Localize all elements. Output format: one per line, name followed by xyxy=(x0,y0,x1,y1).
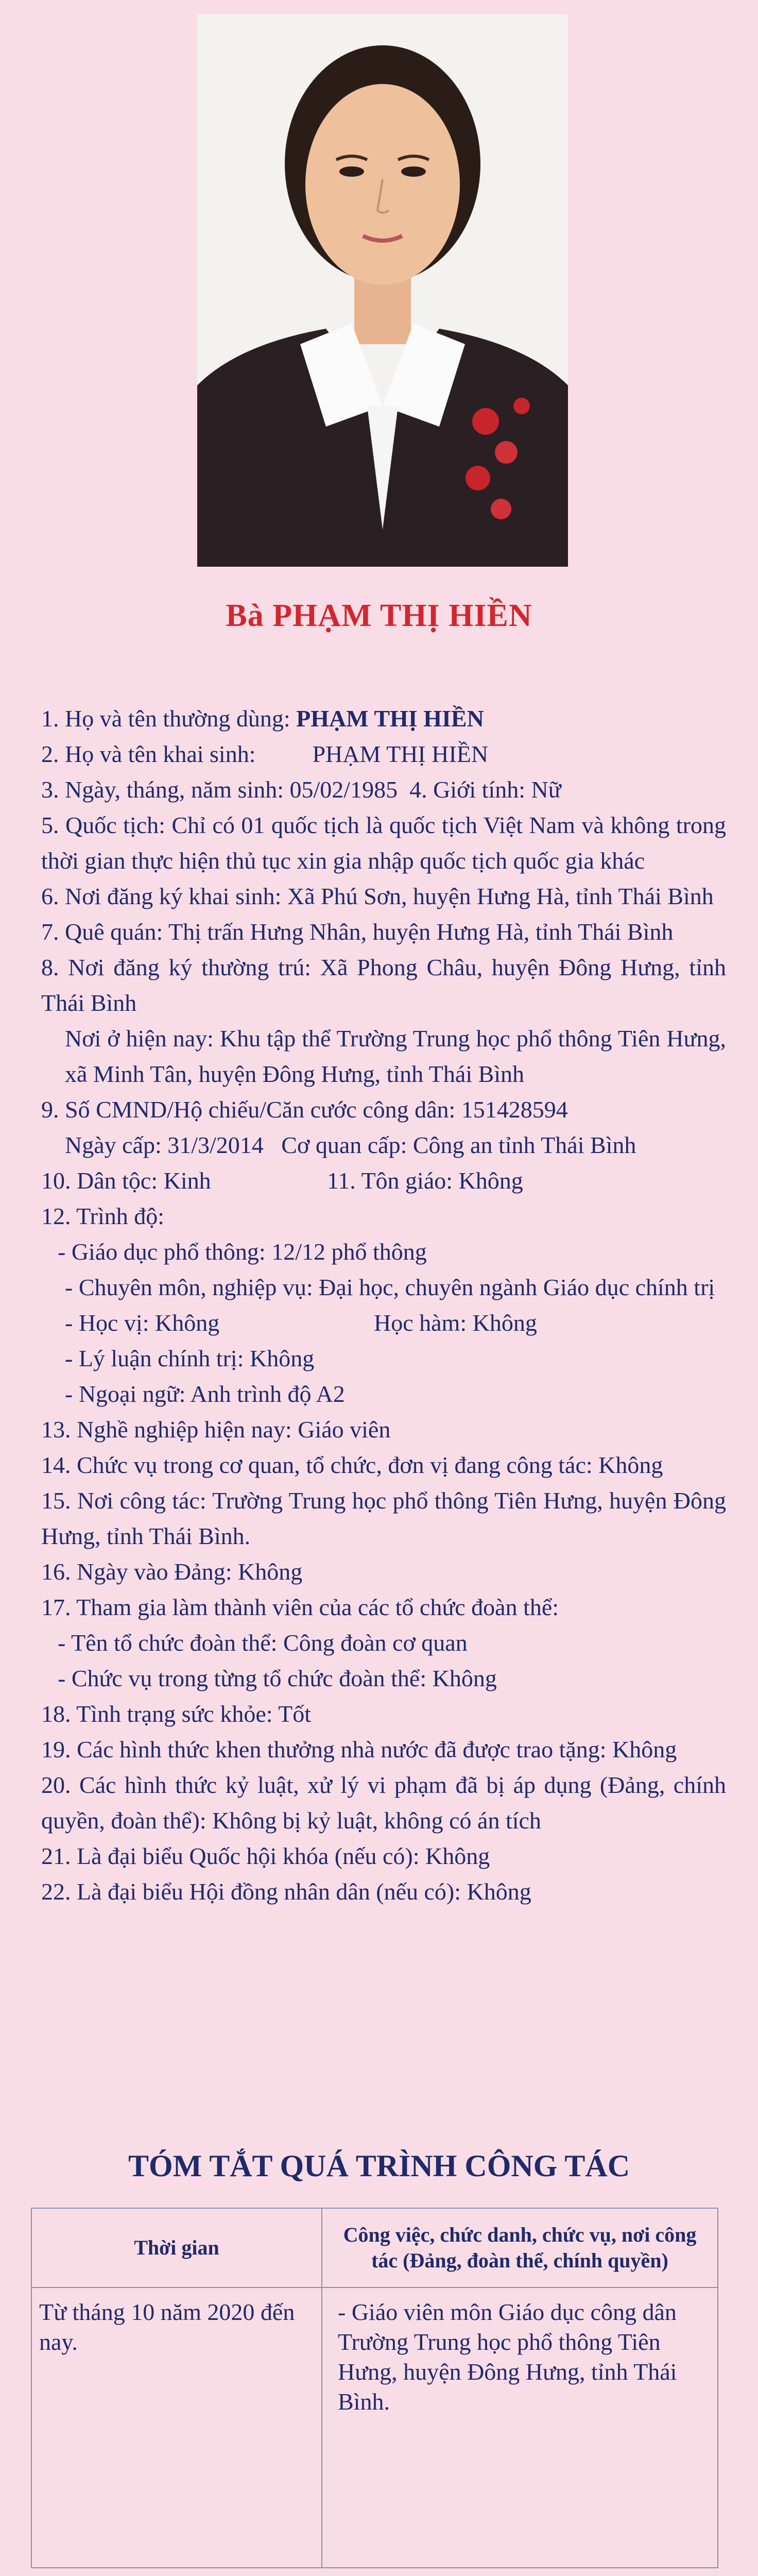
bio-line-12c xyxy=(41,1305,726,1341)
bio-line-20: 20. Các hình thức kỷ luật, xử lý vi phạm đã bị áp dụng (Đảng, chính quyền, đoàn thể): Không bị kỷ luật, không có án tích xyxy=(41,1772,726,1834)
bio-line-2 xyxy=(41,736,726,772)
work-history-table xyxy=(31,2208,718,2568)
column-header-time: Thời gian xyxy=(31,2208,322,2287)
bio-line-8: 8. Nơi đăng ký thường trú: Xã Phong Châu, huyện Đông Hưng, tỉnh Thái Bình xyxy=(41,954,726,1016)
bio-line-13: 13. Nghề nghiệp hiện nay: Giáo viên xyxy=(41,1416,391,1443)
person-title: Bà PHẠM THỊ HIỀN xyxy=(226,598,532,633)
bio-line-5: 5. Quốc tịch: Chỉ có 01 quốc tịch là quốc tịch Việt Nam và không trong thời gian thực hiện thủ tục xin gia nhập quốc tịch quốc gia khác xyxy=(41,812,726,874)
ethnicity-text: 10. Dân tộc: Kinh xyxy=(41,1167,211,1194)
bio-line-12: 12. Trình độ: xyxy=(41,1203,165,1229)
bio-line-6: 6. Nơi đăng ký khai sinh: Xã Phú Sơn, huyện Hưng Hà, tỉnh Thái Bình xyxy=(41,883,714,909)
bio-line-9b: Ngày cấp: 31/3/2014 Cơ quan cấp: Công an tỉnh Thái Bình xyxy=(65,1132,636,1158)
table-header-row xyxy=(31,2208,718,2287)
degree-text: - Học vị: Không xyxy=(65,1310,220,1336)
bio-line-22: 22. Là đại biểu Hội đồng nhân dân (nếu có): Không xyxy=(41,1878,531,1905)
field-label: 1. Họ và tên thường dùng: xyxy=(41,705,297,732)
table-row xyxy=(31,2287,718,2568)
bio-line-1 xyxy=(41,701,726,736)
bio-line-9: 9. Số CMND/Hộ chiếu/Căn cước công dân: 151428594 xyxy=(41,1096,568,1123)
bio-line-7: 7. Quê quán: Thị trấn Hưng Nhân, huyện Hưng Hà, tỉnh Thái Bình xyxy=(41,919,674,945)
work-history-title: TÓM TẮT QUÁ TRÌNH CÔNG TÁC xyxy=(128,2149,630,2183)
bio-line-17b: - Chức vụ trong từng tổ chức đoàn thể: Không xyxy=(58,1665,497,1691)
bio-line-3 xyxy=(41,772,726,807)
academic-title-text: Học hàm: Không xyxy=(374,1310,537,1336)
religion-text: 11. Tôn giáo: Không xyxy=(327,1167,523,1194)
bio-line-15: 15. Nơi công tác: Trường Trung học phổ thông Tiên Hưng, huyện Đông Hưng, tỉnh Thái Bình. xyxy=(41,1487,726,1549)
bio-line-18: 18. Tình trạng sức khỏe: Tốt xyxy=(41,1701,312,1727)
bio-line-19: 19. Các hình thức khen thưởng nhà nước đã được trao tặng: Không xyxy=(41,1736,677,1762)
gender-text: 4. Giới tính: Nữ xyxy=(409,776,561,803)
bio-line-17: 17. Tham gia làm thành viên của các tổ chức đoàn thể: xyxy=(41,1594,559,1620)
birth-name-value: PHẠM THỊ HIỀN xyxy=(312,741,489,767)
bio-line-12d: - Lý luận chính trị: Không xyxy=(65,1345,315,1371)
bio-line-16: 16. Ngày vào Đảng: Không xyxy=(41,1558,303,1585)
bio-line-8b: Nơi ở hiện nay: Khu tập thể Trường Trung học phổ thông Tiên Hưng, xã Minh Tân, huyện Đông Hưng, tỉnh Thái Bình xyxy=(65,1025,726,1087)
bio-line-14: 14. Chức vụ trong cơ quan, tổ chức, đơn vị đang công tác: Không xyxy=(41,1452,663,1478)
common-name-value: PHẠM THỊ HIỀN xyxy=(296,705,484,732)
portrait-photo xyxy=(197,14,568,567)
portrait-illustration xyxy=(197,14,568,567)
bio-line-10 xyxy=(41,1163,726,1198)
time-cell: Từ tháng 10 năm 2020 đến nay. xyxy=(31,2287,322,2568)
field-label: 2. Họ và tên khai sinh: xyxy=(41,741,256,767)
bio-line-12b: - Chuyên môn, nghiệp vụ: Đại học, chuyên ngành Giáo dục chính trị xyxy=(65,1274,715,1300)
bio-line-12a: - Giáo dục phổ thông: 12/12 phổ thông xyxy=(58,1239,427,1265)
column-header-position: Công việc, chức danh, chức vụ, nơi công tác (Đảng, đoàn thể, chính quyền) xyxy=(322,2208,718,2287)
position-cell: - Giáo viên môn Giáo dục công dân Trường Trung học phổ thông Tiên Hưng, huyện Đông Hưng, tỉnh Thái Bình. xyxy=(322,2287,718,2568)
bio-section xyxy=(41,701,726,1909)
birthdate-text: 3. Ngày, tháng, năm sinh: 05/02/1985 xyxy=(41,776,398,803)
bio-line-17a: - Tên tổ chức đoàn thể: Công đoàn cơ quan xyxy=(58,1630,468,1656)
bio-line-12e: - Ngoại ngữ: Anh trình độ A2 xyxy=(65,1381,345,1407)
bio-line-21: 21. Là đại biểu Quốc hội khóa (nếu có): Không xyxy=(41,1843,490,1869)
